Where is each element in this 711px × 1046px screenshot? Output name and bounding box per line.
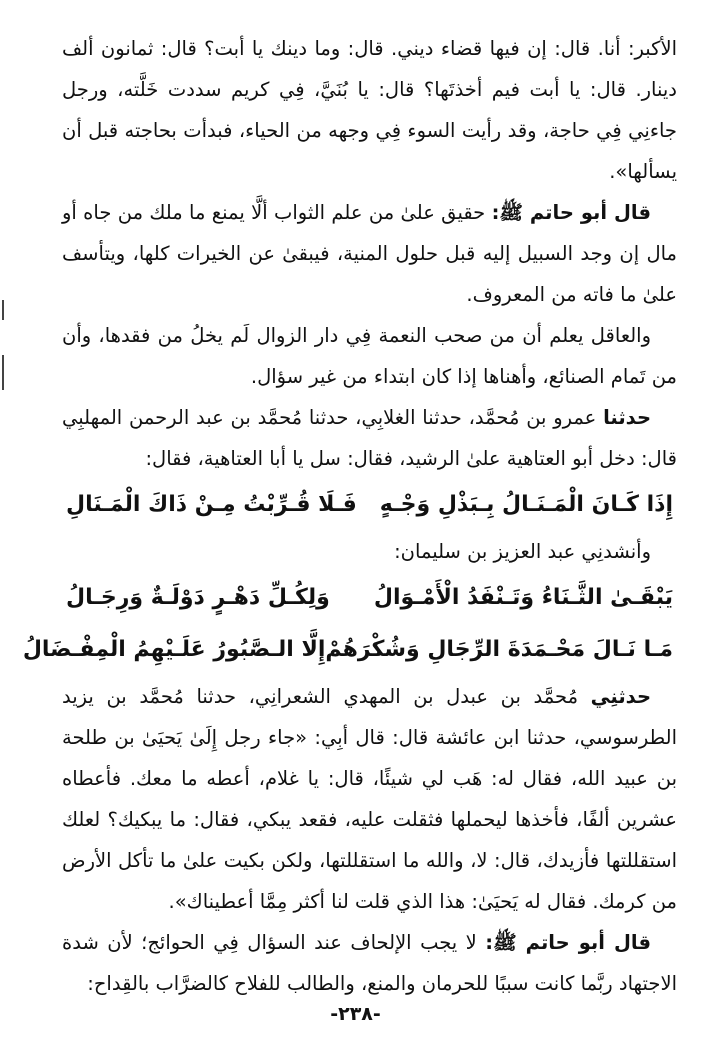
verse-2-second-hemistich: وَلِكُـلِّ دَهْـرٍ دَوْلَـةٌ وَرِجَـالُ (66, 585, 330, 610)
page-number: -٢٣٨- (330, 1003, 381, 1025)
verse-3-first-hemistich: مَـا نَـالَ مَحْـمَدَةَ الرِّجَالِ وَشُكْرَهُمْ (325, 637, 673, 662)
paragraph-3: والعاقل يعلم أن من صحب النعمة فِي دار الزوال لَم يخلُ من فقدها، وأن من تَمام الصنائع، وأهناها إذا كان ابتداء من غير سؤال. (62, 324, 677, 388)
verse-line-2 (62, 572, 677, 624)
scan-edge-mark-top (2, 300, 4, 320)
narration-lead: حدثنا (603, 406, 651, 429)
paragraph-4-text: عمرو بن مُحمَّد، حدثنا الغلابِي، حدثنا مُحمَّد بن عبد الرحمن المهلبِي قال: دخل أبو العتاهية علىٰ الرشيد، فقال: سل يا أبا العتاهية، فقال: (62, 406, 677, 470)
paragraph-7 (62, 922, 677, 1004)
page-body (22, 28, 677, 1004)
verse-2-first-hemistich: يَبْقَـىٰ الثَّـنَاءُ وَتَـنْفَدُ الْأَمْـوَالُ (373, 585, 673, 610)
verse-1-first-hemistich: إِذَا كَـانَ الْمَـنَـالُ بِـبَذْلِ وَجْـهٍ (379, 492, 673, 517)
speaker-label: قال أبو حاتم ﷺ: (491, 201, 651, 224)
speaker-label: قال أبو حاتم ﷺ: (485, 931, 651, 954)
verse-3-second-hemistich: إِلَّا الـصَّبُورُ عَلَـيْهِمُ الْمِفْـضَالُ (22, 637, 326, 662)
paragraph-2 (62, 192, 677, 315)
paragraph-5: وأنشدنِي عبد العزيز بن سليمان: (394, 540, 651, 563)
verse-line-3 (22, 624, 677, 676)
paragraph-1: الأكبر: أنا. قال: إن فيها قضاء ديني. قال: وما دينك يا أبت؟ قال: ثمانون ألف دينار. قال: يا أبت فيم أخذتَها؟ قال: يا بُنَيَّ، فِي كريم سددت خَلَّته، ورجل جاءنِي فِي حاجة، وقد رأيت السوء فِي وجهه من الحياء، فبدأت بحاجته قبل أن يسألها». (62, 37, 677, 183)
paragraph-6-text: مُحمَّد بن عبدل بن المهدي الشعرانِي، حدثنا مُحمَّد بن يزيد الطرسوسي، حدثنا ابن عائشة قال: قال أبِي: «جاء رجل إِلَىٰ يَحيَىٰ بن طلحة بن عبيد الله، فقال له: هَب لي شيئًا، قال: يا غلام، أعطه ما معك. فأعطاه عشرين ألفًا، فأخذها ليحملها فثقلت عليه، فقعد يبكي، فقال: ما يبكيك؟ لعلك استقللتها فأزيدك، قال: لا، والله ما استقللتها، ولكن بكيت علىٰ ما تأكل الأرض من كرمك. فقال له يَحيَىٰ: هذا الذي قلت لنا أكثر مِمَّا أعطيناك». (62, 685, 677, 913)
paragraph-6 (62, 676, 677, 922)
narration-lead: حدثنِي (590, 685, 651, 708)
paragraph-4 (62, 397, 677, 479)
paragraph-7-text: لا يجب الإلحاف عند السؤال فِي الحوائج؛ لأن شدة الاجتهاد ربَّما كانت سببًا للحرمان والمنع، والطالب للفلاح كالضرَّاب بالقِداح: (62, 931, 677, 995)
verse-1-second-hemistich: فَـلَا قُـرِّبْتُ مِـنْ ذَاكَ الْمَـنَالِ (66, 492, 357, 517)
paragraph-2-text: حقيق علىٰ من علم الثواب ألَّا يمنع ما ملك من جاه أو مال إن وجد السبيل إليه قبل حلول المنية، فيبقىٰ عن الخيرات كلها، ويتأسف علىٰ ما فاته من المعروف. (62, 201, 677, 306)
scan-edge-mark-bottom (2, 355, 4, 390)
verse-line-1 (62, 479, 677, 531)
